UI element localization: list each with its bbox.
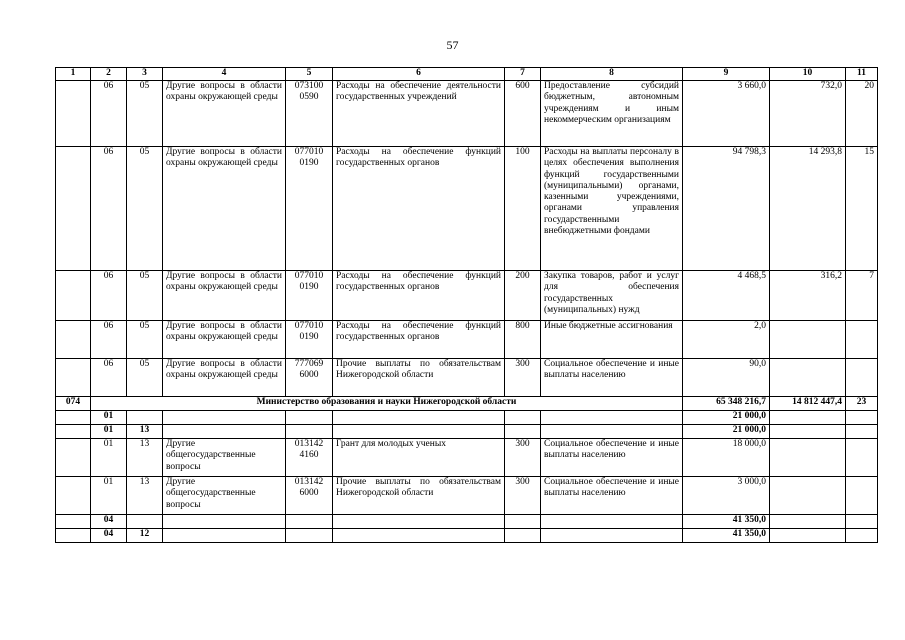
cell-expense-name: Расходы на выплаты персоналу в целях обеспечения выполнения функций государственными (муниципальными) органами, казенными учреждениями, органами управления государственными внебюджетными фондами <box>541 147 683 271</box>
cell-expense-name: Социальное обеспечение и иные выплаты населению <box>541 359 683 397</box>
cell-section: 01 <box>91 425 127 439</box>
cell-section-name: Другие общегосударственные вопросы <box>163 477 286 515</box>
column-header: 4 <box>163 68 286 81</box>
cell-expense-type: 200 <box>505 271 541 321</box>
cell-code <box>56 321 91 359</box>
cell-amount-3: 20 <box>846 81 878 147</box>
ministry-row <box>56 397 878 411</box>
cell-expense-name: Закупка товаров, работ и услуг для обеспечения государственных (муниципальных) нужд <box>541 271 683 321</box>
column-header: 1 <box>56 68 91 81</box>
cell-code <box>56 147 91 271</box>
budget-table <box>55 67 878 543</box>
cell-target-name: Расходы на обеспечение функций государственных органов <box>333 271 505 321</box>
cell-section: 01 <box>91 439 127 477</box>
table-row <box>56 359 878 397</box>
table-row <box>56 147 878 271</box>
table-row <box>56 321 878 359</box>
cell-amount: 21 000,0 <box>683 411 770 425</box>
cell-amount: 2,0 <box>683 321 770 359</box>
cell-expense-name: Социальное обеспечение и иные выплаты населению <box>541 477 683 515</box>
cell-amount: 90,0 <box>683 359 770 397</box>
cell-section-name: Другие вопросы в области охраны окружающей среды <box>163 81 286 147</box>
table-row <box>56 439 878 477</box>
cell-expense-type: 600 <box>505 81 541 147</box>
cell-amount: 21 000,0 <box>683 425 770 439</box>
cell-target-code: 077010 0190 <box>286 147 333 271</box>
cell-target-name: Прочие выплаты по обязательствам Нижегородской области <box>333 359 505 397</box>
cell-amount: 41 350,0 <box>683 515 770 529</box>
ministry-amount-2: 14 812 447,4 <box>770 397 846 411</box>
section-subtotal-row <box>56 515 878 529</box>
ministry-amount-3: 23 <box>846 397 878 411</box>
cell-amount-2 <box>770 477 846 515</box>
column-header: 2 <box>91 68 127 81</box>
cell-target-code: 073100 0590 <box>286 81 333 147</box>
cell-section: 01 <box>91 477 127 515</box>
cell-amount-3: 15 <box>846 147 878 271</box>
cell-target-code: 013142 4160 <box>286 439 333 477</box>
cell-section: 06 <box>91 81 127 147</box>
page-number: 57 <box>446 38 459 52</box>
cell-section-name: Другие общегосударственные вопросы <box>163 439 286 477</box>
cell-subsection: 13 <box>127 425 163 439</box>
subsection-subtotal-row <box>56 425 878 439</box>
cell-target-name: Прочие выплаты по обязательствам Нижегородской области <box>333 477 505 515</box>
subsection-subtotal-row <box>56 529 878 543</box>
cell-target-name: Грант для молодых ученых <box>333 439 505 477</box>
cell-subsection: 13 <box>127 439 163 477</box>
cell-amount-2: 14 293,8 <box>770 147 846 271</box>
cell-subsection: 05 <box>127 271 163 321</box>
cell-section: 01 <box>91 411 127 425</box>
cell-target-name: Расходы на обеспечение функций государственных органов <box>333 321 505 359</box>
cell-amount-2 <box>770 321 846 359</box>
cell-section-name: Другие вопросы в области охраны окружающей среды <box>163 147 286 271</box>
cell-expense-name: Иные бюджетные ассигнования <box>541 321 683 359</box>
cell-code <box>56 359 91 397</box>
table-row <box>56 271 878 321</box>
table-row <box>56 477 878 515</box>
cell-amount-3: 7 <box>846 271 878 321</box>
cell-amount: 3 000,0 <box>683 477 770 515</box>
table-row <box>56 81 878 147</box>
section-subtotal-row <box>56 411 878 425</box>
column-header: 10 <box>770 68 846 81</box>
cell-subsection: 05 <box>127 81 163 147</box>
cell-section: 06 <box>91 321 127 359</box>
cell-amount-3 <box>846 477 878 515</box>
cell-amount: 18 000,0 <box>683 439 770 477</box>
cell-code <box>56 271 91 321</box>
cell-target-code: 777069 6000 <box>286 359 333 397</box>
cell-section-name: Другие вопросы в области охраны окружающей среды <box>163 321 286 359</box>
cell-target-code: 077010 0190 <box>286 271 333 321</box>
cell-subsection: 05 <box>127 359 163 397</box>
cell-section-name: Другие вопросы в области охраны окружающей среды <box>163 271 286 321</box>
cell-subsection: 05 <box>127 321 163 359</box>
ministry-code: 074 <box>56 397 91 411</box>
cell-amount: 41 350,0 <box>683 529 770 543</box>
column-header: 11 <box>846 68 878 81</box>
column-header: 9 <box>683 68 770 81</box>
table-header-row <box>56 68 878 81</box>
cell-target-name: Расходы на обеспечение функций государственных органов <box>333 147 505 271</box>
cell-subsection: 12 <box>127 529 163 543</box>
cell-section-name: Другие вопросы в области охраны окружающей среды <box>163 359 286 397</box>
cell-expense-name: Социальное обеспечение и иные выплаты населению <box>541 439 683 477</box>
cell-subsection: 13 <box>127 477 163 515</box>
cell-section: 06 <box>91 271 127 321</box>
cell-target-code: 013142 6000 <box>286 477 333 515</box>
cell-amount: 94 798,3 <box>683 147 770 271</box>
cell-target-name: Расходы на обеспечение деятельности государственных учреждений <box>333 81 505 147</box>
cell-expense-type: 300 <box>505 359 541 397</box>
column-header: 5 <box>286 68 333 81</box>
cell-code <box>56 439 91 477</box>
cell-expense-type: 800 <box>505 321 541 359</box>
column-header: 8 <box>541 68 683 81</box>
cell-amount-2: 316,2 <box>770 271 846 321</box>
cell-section: 04 <box>91 529 127 543</box>
cell-amount-2 <box>770 359 846 397</box>
cell-section: 06 <box>91 359 127 397</box>
cell-amount-3 <box>846 321 878 359</box>
cell-amount: 3 660,0 <box>683 81 770 147</box>
cell-amount-3 <box>846 359 878 397</box>
column-header: 7 <box>505 68 541 81</box>
cell-expense-name: Предоставление субсидий бюджетным, автономным учреждениям и иным некоммерческим организациям <box>541 81 683 147</box>
cell-amount-2 <box>770 439 846 477</box>
cell-code <box>56 81 91 147</box>
cell-section: 06 <box>91 147 127 271</box>
ministry-amount: 65 348 216,7 <box>683 397 770 411</box>
cell-expense-type: 100 <box>505 147 541 271</box>
cell-expense-type: 300 <box>505 439 541 477</box>
column-header: 3 <box>127 68 163 81</box>
column-header: 6 <box>333 68 505 81</box>
cell-subsection: 05 <box>127 147 163 271</box>
cell-target-code: 077010 0190 <box>286 321 333 359</box>
cell-code <box>56 477 91 515</box>
cell-section: 04 <box>91 515 127 529</box>
cell-amount-2: 732,0 <box>770 81 846 147</box>
cell-amount-3 <box>846 439 878 477</box>
cell-amount: 4 468,5 <box>683 271 770 321</box>
ministry-title: Министерство образования и науки Нижегородской области <box>91 397 683 411</box>
cell-expense-type: 300 <box>505 477 541 515</box>
